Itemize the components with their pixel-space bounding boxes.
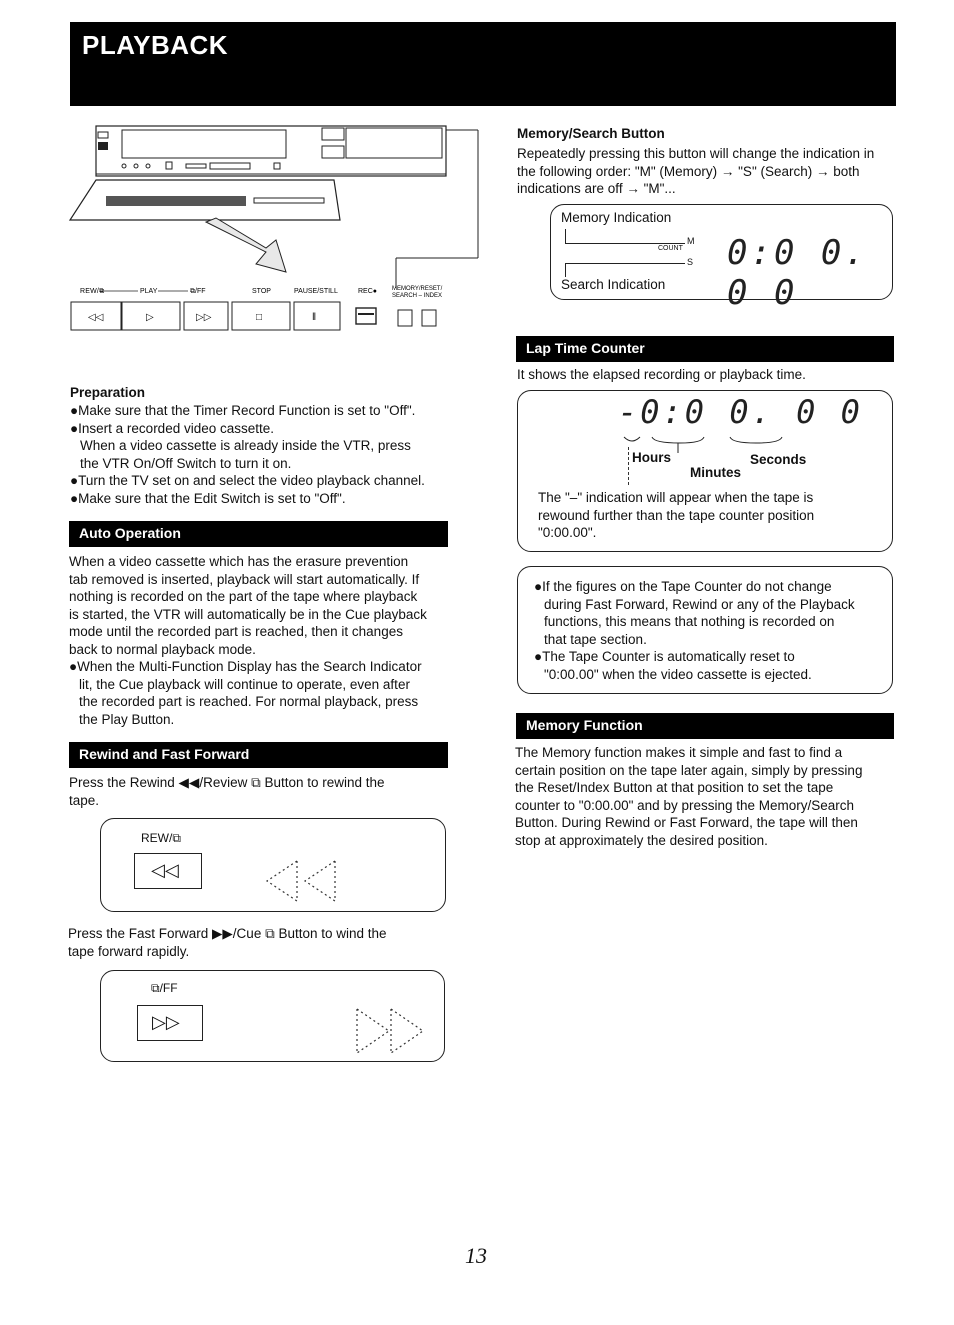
search-indicator-s: S <box>687 257 694 267</box>
memory-function-line-3: the Reset/Index Button at that position to set the tape <box>515 780 834 795</box>
header-bar <box>70 22 896 106</box>
ff-line-2: tape forward rapidly. <box>68 943 190 959</box>
notes-line-2: during Fast Forward, Rewind or any of the Playback <box>544 596 855 612</box>
seconds-label: Seconds <box>750 452 807 467</box>
memory-indication-box <box>550 204 893 313</box>
page-number: 13 <box>465 1243 487 1268</box>
preparation-list <box>70 402 454 507</box>
memory-indication-label: Memory Indication <box>561 210 672 225</box>
rewind-illustration-box <box>100 818 446 912</box>
lap-time-note-line-3: "0:00.00". <box>538 525 597 540</box>
memory-function-line-4: counter to "0:00.00" and by pressing the Memory/Search <box>515 797 855 813</box>
ff-motion-icon <box>353 1005 433 1057</box>
auto-operation-line-3: nothing is recorded on the part of the tape where playback <box>69 589 418 604</box>
memory-search-line-3: indications are off → "M"... <box>517 181 676 196</box>
lap-time-section-bar: Lap Time Counter <box>516 336 894 362</box>
lap-time-note-line-1: The "–" indication will appear when the tape is <box>538 490 814 505</box>
lap-time-box <box>517 390 893 552</box>
lap-time-note <box>538 489 880 542</box>
auto-operation-line-4: is started, the VTR will automatically be in the Cue playback <box>69 606 427 622</box>
auto-operation-section-bar: Auto Operation <box>69 521 448 547</box>
rew-arrow-icon: ◁◁ <box>151 860 179 880</box>
memory-search-line-2: the following order: "M" (Memory) → "S" (Search) → both <box>517 163 860 179</box>
auto-operation-line-9: the recorded part is reached. For normal playback, press <box>79 694 419 709</box>
notes-line-3: functions, this means that nothing is recorded on <box>544 614 835 629</box>
ff-description <box>68 925 454 960</box>
preparation-line-6: ●Make sure that the Edit Switch is set to "Off". <box>70 490 346 506</box>
rewind-motion-icon <box>261 857 351 905</box>
memory-indicator-m: M <box>687 236 695 246</box>
page-title: PLAYBACK <box>82 30 229 60</box>
memory-search-line-1: Repeatedly pressing this button will change the indication in <box>517 146 875 161</box>
ff-button-icon: ▷▷ <box>196 312 212 323</box>
preparation-line-3: When a video cassette is already inside the VTR, press <box>80 438 411 453</box>
ff-label: ⧉/FF <box>151 981 178 995</box>
rewind-line-1: Press the Rewind ◀◀/Review ⧉ Button to rewind the <box>69 775 385 790</box>
notes-line-4: that tape section. <box>544 631 647 647</box>
memory-function-line-2: certain position on the tape later again, simply by pressing <box>515 762 863 778</box>
auto-operation-line-10: the Play Button. <box>79 711 175 727</box>
label-ff: ⧉/FF <box>190 288 206 295</box>
auto-operation-line-7: ●When the Multi-Function Display has the Search Indicator <box>69 659 422 674</box>
memory-search-description <box>517 145 897 198</box>
label-memory-reset: MEMORY/RESET/ <box>392 286 443 292</box>
hours-label: Hours <box>632 450 672 465</box>
lap-time-description: It shows the elapsed recording or playback time. <box>517 367 806 382</box>
rew-label: REW/⧉ <box>141 831 181 845</box>
label-stop: STOP <box>252 288 271 295</box>
auto-operation-line-2: tab removed is inserted, playback will start automatically. If <box>69 571 420 587</box>
notes-line-5: ●The Tape Counter is automatically reset to <box>534 649 795 664</box>
memory-function-line-6: stop at approximately the desired position. <box>515 832 768 848</box>
tape-counter-notes-box <box>517 566 893 694</box>
rewind-line-2: tape. <box>69 792 100 808</box>
vtr-front-panel-illustration <box>66 122 480 338</box>
memory-function-section-bar: Memory Function <box>516 713 894 739</box>
search-indication-label: Search Indication <box>561 277 666 292</box>
stop-button-icon: □ <box>256 312 263 323</box>
auto-operation-line-5: mode until the recorded part is reached, then it changes <box>69 624 403 639</box>
preparation-line-2: ●Insert a recorded video cassette. <box>70 420 275 436</box>
lap-time-display: -0:0 0. 0 0 <box>618 393 863 431</box>
auto-operation-line-6: back to normal playback mode. <box>69 641 256 657</box>
vtr-button-row <box>71 302 436 330</box>
ff-arrow-icon: ▷▷ <box>152 1012 180 1032</box>
notes-line-6: "0:00.00" when the video cassette is ejected. <box>544 666 812 682</box>
notes-line-1: ●If the figures on the Tape Counter do not change <box>534 579 832 594</box>
ff-line-1: Press the Fast Forward ▶▶/Cue ⧉ Button to wind the <box>68 926 387 941</box>
preparation-line-1: ●Make sure that the Timer Record Function is set to "Off". <box>70 403 416 418</box>
preparation-line-4: the VTR On/Off Switch to turn it on. <box>80 455 292 471</box>
label-pause-still: PAUSE/STILL <box>294 288 338 295</box>
rew-button-icon: ◁◁ <box>88 312 104 323</box>
label-search-index: SEARCH – INDEX <box>392 293 443 299</box>
memory-function-description <box>515 744 895 849</box>
tape-counter-notes <box>534 578 882 683</box>
rewind-description <box>69 774 453 809</box>
ff-button <box>137 1005 203 1041</box>
minutes-label: Minutes <box>690 465 742 480</box>
lap-time-note-line-2: rewound further than the tape counter position <box>538 507 815 523</box>
preparation-line-5: ●Turn the TV set on and select the video playback channel. <box>70 473 425 488</box>
label-play: PLAY <box>140 288 158 295</box>
ff-illustration-box <box>100 970 445 1062</box>
pause-button-icon: ‖ <box>312 312 317 323</box>
auto-operation-line-1: When a video cassette which has the erasure prevention <box>69 554 409 569</box>
rewind-ff-section-bar: Rewind and Fast Forward <box>69 742 448 768</box>
rew-button <box>134 853 202 889</box>
counter-display: 0:0 0. 0 0 <box>727 233 868 313</box>
memory-search-title: Memory/Search Button <box>517 126 665 141</box>
auto-operation-description <box>69 553 453 728</box>
memory-function-line-5: Button. During Rewind or Fast Forward, the tape will then <box>515 815 858 830</box>
preparation-title: Preparation <box>70 385 146 400</box>
memory-function-line-1: The Memory function makes it simple and fast to find a <box>515 745 843 760</box>
count-label: COUNT <box>658 245 683 252</box>
auto-operation-line-8: lit, the Cue playback will continue to operate, even after <box>79 676 410 692</box>
play-button-icon: ▷ <box>146 312 154 323</box>
label-rew: REW/⧉ <box>80 288 105 295</box>
label-rec: REC● <box>358 288 378 295</box>
